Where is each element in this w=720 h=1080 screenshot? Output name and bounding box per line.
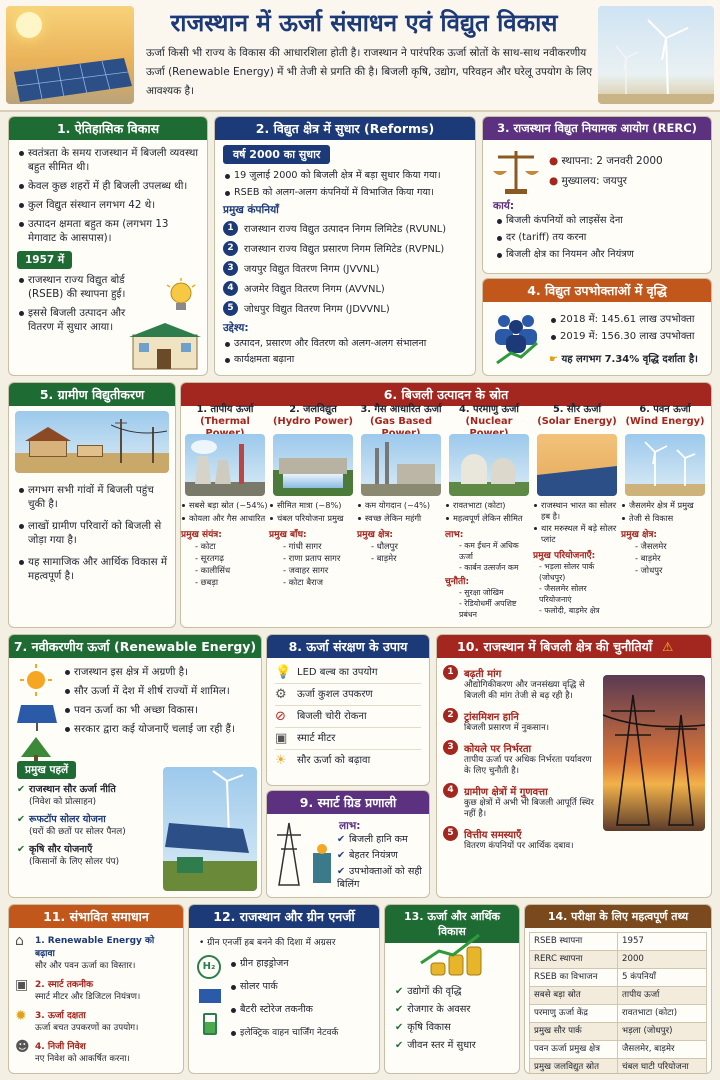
list-item: ✔ रोजगार के अवसर bbox=[395, 1004, 471, 1015]
lead-text: • ग्रीन एनर्जी हब बनने की दिशा में अग्रसर bbox=[199, 938, 336, 948]
list-item: बैटरी स्टोरेज तकनीक bbox=[229, 1003, 377, 1017]
section-title: 2. विद्युत क्षेत्र में सुधार (Reforms) bbox=[215, 117, 475, 140]
source-wind: 6. पवन ऊर्जा (Wind Energy) जैसलमेर क्षेत्र में प्रमुख तेजी से विकास प्रमुख क्षेत्र: - जैसलमेर - बाड़मेर - जोधपुर bbox=[621, 404, 709, 576]
table-row: RSEB का विभाजन 5 कंपनियाँ bbox=[530, 969, 707, 987]
list-item: ✔ राजस्थान सौर ऊर्जा नीति (निवेश को प्रोत्साहन) bbox=[17, 784, 116, 807]
section-challenges bbox=[436, 634, 712, 898]
section-reforms bbox=[214, 116, 476, 376]
list-item: सरकार द्वारा कई योजनाएँ चलाई जा रही हैं। bbox=[63, 722, 257, 736]
list-item: इससे बिजली उत्पादन और वितरण में सुधार आया। bbox=[17, 306, 137, 334]
section-renewable bbox=[8, 634, 262, 898]
list-item: 4 ग्रामीण क्षेत्रों में गुणवत्ता कुछ क्षेत्रों में अभी भी बिजली आपूर्ति स्थिर नहीं है। bbox=[443, 783, 597, 820]
solar-panel-image bbox=[6, 6, 134, 104]
section-title: 10. राजस्थान में बिजली क्षेत्र की चुनौतियाँ ⚠ bbox=[437, 635, 711, 658]
list-item: 2 ट्रांसमिशन हानि बिजली प्रसारण में नुकसान। bbox=[443, 708, 597, 734]
section-title: 6. बिजली उत्पादन के स्रोत bbox=[181, 383, 711, 406]
section-title: 7. नवीकरणीय ऊर्जा (Renewable Energy) bbox=[9, 635, 261, 658]
tower-icon: ⌂ bbox=[15, 933, 24, 949]
list-item: दर (tariff) तय करना bbox=[495, 231, 707, 245]
list-item: ✔ बिजली हानि कम bbox=[337, 834, 408, 845]
sub-heading: वर्ष 2000 का सुधार bbox=[223, 145, 330, 164]
growth-note: ☛ यह लगभग 7.34% वृद्धि दर्शाता है। bbox=[549, 354, 698, 365]
source-nuclear: 4. परमाणु ऊर्जा (Nuclear रावतभाटा (कोटा) महत्वपूर्ण लेकिन सीमित लाभ: - कम ईंधन में अधिक ऊर्जा - कार्बन उत्सर्जन कम चुनौती: - सुरक्षा जोखिम - रेडियोधर्मी अपशिष्ट प्रबंधन bbox=[445, 404, 533, 620]
section-title: 11. संभावित समाधान bbox=[9, 905, 183, 928]
list-item: RSEB को अलग-अलग कंपनियों में विभाजित किया गया। bbox=[223, 186, 467, 200]
list-item: 3 कोयले पर निर्भरता तापीय ऊर्जा पर अधिक निर्भरता पर्यावरण के लिए चुनौती है। bbox=[443, 740, 597, 777]
list-item: चंबल परियोजना प्रमुख bbox=[269, 513, 357, 524]
sub-heading: लाभ: bbox=[445, 530, 464, 540]
source-solar: 5. सौर ऊर्जा (Solar Energy) राजस्थान भारत का सोलर हब है। थार मरुस्थल में बड़े सोलर प्लांट प्रमुख परियोजनाएँ: - भड़ला सोलर पार्क (जोधपुर) - जैसलमेर सोलर परियोजनाएं - फलोदी, बाड़मेर क्षेत्र bbox=[533, 404, 621, 616]
list-item: तेजी से विकास bbox=[621, 513, 709, 524]
list-item: ✔ जीवन स्तर में सुधार bbox=[395, 1040, 476, 1051]
sun-icon bbox=[19, 663, 53, 697]
list-item: ✔ उद्योगों की वृद्धि bbox=[395, 986, 462, 997]
list-item: राजस्थान राज्य विद्युत बोर्ड (RSEB) की स्थापना हुई। bbox=[17, 273, 137, 301]
scale-icon bbox=[493, 145, 539, 195]
list-item: ⚙ ऊर्जा कुशल उपकरण bbox=[275, 684, 421, 706]
table-row: पवन ऊर्जा प्रमुख क्षेत्र जैसलमेर, बाड़मेर bbox=[530, 1041, 707, 1059]
gas-plant-image bbox=[361, 434, 441, 496]
solar-panel-icon bbox=[17, 701, 57, 731]
sub-heading: चुनौती: bbox=[445, 577, 470, 587]
intro-text: ऊर्जा किसी भी राज्य के विकास की आधारशिला होती है। राजस्थान ने पारंपरिक ऊर्जा स्रोतों के साथ-साथ नवीकरणीय ऊर्जा (Renewable Energy) में भी तेजी से प्रगति की है। बिजली कृषि, उद्योग, परिवहन और घरेलू उपयोग के लिए आवश्यक है। bbox=[146, 47, 593, 97]
works-heading: कार्य: bbox=[493, 200, 515, 212]
list-item: सौर ऊर्जा में देश में शीर्ष राज्यों में शामिल। bbox=[63, 684, 257, 698]
warning-icon: ⚠ bbox=[662, 639, 674, 654]
battery-icon bbox=[203, 1013, 217, 1035]
table-row: RSEB स्थापना 1957 bbox=[530, 933, 707, 951]
list-item: सोलर पार्क bbox=[229, 980, 377, 994]
wind-turbine-icon bbox=[598, 6, 714, 104]
nuclear-plant-image bbox=[449, 434, 529, 496]
list-item: उत्पादन क्षमता बहुत कम (लगभग 13 मेगावाट के आसपास)। bbox=[17, 217, 199, 245]
list-item: 💡 LED बल्ब का उपयोग bbox=[275, 662, 421, 684]
tree-icon bbox=[21, 737, 51, 761]
list-item: लगभग सभी गांवों में बिजली पहुंच चुकी है। bbox=[17, 483, 171, 511]
list-item: लाखों ग्रामीण परिवारों को बिजली से जोड़ा गया है। bbox=[17, 519, 171, 547]
section-title: 8. ऊर्जा संरक्षण के उपाय bbox=[267, 635, 429, 658]
sun-icon: ☀ bbox=[275, 753, 287, 768]
section-smart-grid bbox=[266, 790, 430, 898]
table-row: प्रमुख जलविद्युत स्रोत चंबल घाटी परियोजना bbox=[530, 1059, 707, 1075]
section-economic bbox=[384, 904, 520, 1074]
source-gas: 3. गैस आधारित ऊर्जा (Gas Based कम योगदान (~4%) स्वच्छ लेकिन महंगी प्रमुख क्षेत्र: - धौलपुर - बाड़मेर bbox=[357, 404, 445, 564]
list-item: स्वच्छ लेकिन महंगी bbox=[357, 513, 445, 524]
list-item: पवन ऊर्जा का भी अच्छा विकास। bbox=[63, 703, 257, 717]
dam-list: - गांधी सागर - राणा प्रताप सागर - जवाहर सागर - कोटा बैराज bbox=[283, 541, 341, 587]
aims-heading: उद्देश्य: bbox=[223, 322, 249, 334]
section-title: 13. ऊर्जा और आर्थिक विकास bbox=[385, 905, 519, 943]
list-item: महत्वपूर्ण लेकिन सीमित bbox=[445, 513, 533, 524]
list-item: 5 जोधपुर विद्युत वितरण निगम (JDVVNL) bbox=[223, 301, 467, 316]
power-tower-sunset-image bbox=[603, 675, 705, 831]
list-item: इलेक्ट्रिक वाहन चार्जिंग नेटवर्क bbox=[229, 1026, 377, 1040]
tower-icon bbox=[273, 819, 335, 891]
section-rural bbox=[8, 382, 176, 628]
no-entry-icon: ⊘ bbox=[275, 708, 286, 724]
coins-icon bbox=[419, 933, 487, 977]
section-conservation bbox=[266, 634, 430, 786]
companies-heading: प्रमुख कंपनियाँ bbox=[223, 204, 279, 216]
list-item: 19 जुलाई 2000 को बिजली क्षेत्र में बड़ा सुधार किया गया। bbox=[223, 169, 467, 183]
list-item: 2018 में: 145.61 लाख उपभोक्ता bbox=[549, 313, 709, 327]
list-item: बिजली कंपनियों को लाइसेंस देना bbox=[495, 214, 707, 228]
list-item: ग्रीन हाइड्रोजन bbox=[229, 957, 377, 971]
section-title: 3. राजस्थान विद्युत नियामक आयोग (RERC) bbox=[483, 117, 711, 140]
table-row: RERC स्थापना 2000 bbox=[530, 951, 707, 969]
header bbox=[0, 0, 720, 112]
list-item: स्वतंत्रता के समय राजस्थान में बिजली व्यवस्था बहुत सीमित थी। bbox=[17, 146, 199, 174]
section-consumers bbox=[482, 278, 712, 376]
benefit-list: - कम ईंधन में अधिक ऊर्जा - कार्बन उत्सर्जन कम bbox=[459, 541, 519, 572]
year-badge: 1957 में bbox=[17, 251, 72, 269]
section-title: 1. ऐतिहासिक विकास bbox=[9, 117, 207, 140]
sub-heading: प्रमुख क्षेत्र: bbox=[357, 530, 394, 540]
list-item: ▣ 2. स्मार्ट तकनीक स्मार्ट मीटर और डिजिटल नियंत्रण। bbox=[15, 977, 141, 1002]
building-icon bbox=[127, 321, 203, 371]
list-item: कुल विद्युत संस्थान लगभग 42 थे। bbox=[17, 198, 199, 212]
meter-icon: ▣ bbox=[15, 977, 29, 993]
wind-farm-small-image bbox=[625, 434, 705, 496]
list-item: कार्यक्षमता बढ़ाना bbox=[223, 353, 467, 367]
section-title: 9. स्मार्ट ग्रिड प्रणाली bbox=[267, 791, 429, 814]
challenge-list: - सुरक्षा जोखिम - रेडियोधर्मी अपशिष्ट प्रबंधन bbox=[459, 588, 517, 619]
list-item: 4 अजमेर विद्युत वितरण निगम (AVVNL) bbox=[223, 281, 467, 296]
solar-farm-image bbox=[537, 434, 617, 496]
list-item: 1 बढ़ती मांग औद्योगिकीकरण और जनसंख्या वृद्धि से बिजली की मांग तेजी से बढ़ रही है। bbox=[443, 665, 597, 702]
headquarters: ● मुख्यालय: जयपुर bbox=[549, 175, 627, 187]
led-icon: 💡 bbox=[275, 664, 292, 680]
table-row: प्रमुख सौर पार्क भड़ला (जोधपुर) bbox=[530, 1023, 707, 1041]
table-row: सबसे बड़ा स्रोत तापीय ऊर्जा bbox=[530, 987, 707, 1005]
bulb-icon bbox=[161, 277, 201, 317]
project-list: - भड़ला सोलर पार्क (जोधपुर) - जैसलमेर सोलर परियोजनाएं - फलोदी, बाड़मेर क्षेत्र bbox=[539, 562, 600, 615]
section-title: 5. ग्रामीण विद्युतीकरण bbox=[9, 383, 175, 406]
section-rerc bbox=[482, 116, 712, 274]
list-item: राजस्थान इस क्षेत्र में अग्रणी है। bbox=[63, 665, 257, 679]
initiatives-badge: प्रमुख पहलें bbox=[17, 761, 76, 779]
facts-table bbox=[529, 932, 707, 1074]
village-image bbox=[15, 411, 169, 473]
list-item: रावतभाटा (कोटा) bbox=[445, 500, 533, 511]
section-title: 14. परीक्षा के लिए महत्वपूर्ण तथ्य bbox=[525, 905, 711, 928]
list-item: 1 राजस्थान राज्य विद्युत उत्पादन निगम लिमिटेड (RVUNL) bbox=[223, 221, 467, 236]
list-item: केवल कुछ शहरों में ही बिजली उपलब्ध थी। bbox=[17, 179, 199, 193]
list-item: 2019 में: 156.30 लाख उपभोक्ता bbox=[549, 330, 709, 344]
thermal-plant-image bbox=[185, 434, 265, 496]
section-exam-facts bbox=[524, 904, 712, 1074]
list-item: राजस्थान भारत का सोलर हब है। bbox=[533, 500, 621, 521]
sub-heading: प्रमुख बाँध: bbox=[269, 530, 307, 540]
list-item: ⊘ बिजली चोरी रोकना bbox=[275, 706, 421, 728]
list-item: ✔ कृषि विकास bbox=[395, 1022, 451, 1033]
list-item: कोयला और गैस आधारित bbox=[181, 513, 269, 524]
list-item: ✔ रूफटॉप सोलर योजना (घरों की छतों पर सोलर पैनल) bbox=[17, 814, 126, 837]
area-list: - जैसलमेर - बाड़मेर - जोधपुर bbox=[635, 541, 667, 575]
solar-pump-image bbox=[163, 767, 257, 891]
solar-panel-icon bbox=[6, 6, 134, 104]
plant-list: - कोटा - सूरतगढ़ - कालीसिंध - छबड़ा bbox=[195, 541, 231, 587]
list-item: 2 राजस्थान राज्य विद्युत प्रसारण निगम लिमिटेड (RVPNL) bbox=[223, 241, 467, 256]
section-solutions bbox=[8, 904, 184, 1074]
sub-heading: प्रमुख क्षेत्र: bbox=[621, 530, 658, 540]
list-item: कम योगदान (~4%) bbox=[357, 500, 445, 511]
list-item: ✔ उपभोक्ताओं को सही बिलिंग bbox=[337, 866, 422, 890]
list-item: उत्पादन, प्रसारण और वितरण को अलग-अलग संभालना bbox=[223, 337, 467, 351]
list-item: ✔ कृषि सौर योजनाएँ (किसानों के लिए सोलर पंप) bbox=[17, 844, 120, 867]
meter-icon: ▣ bbox=[275, 730, 288, 746]
list-item: सीमित मात्रा (~8%) bbox=[269, 500, 357, 511]
bulb-icon: ✹ bbox=[15, 1008, 27, 1024]
dam-image bbox=[273, 434, 353, 496]
solar-panel-icon bbox=[199, 989, 221, 1003]
sub-heading: प्रमुख संयंत्र: bbox=[181, 530, 222, 540]
benefits-heading: लाभ: bbox=[339, 820, 361, 832]
list-item: सबसे बड़ा स्रोत (~54%) bbox=[181, 500, 269, 511]
list-item: यह सामाजिक और आर्थिक विकास में महत्वपूर्ण है। bbox=[17, 555, 171, 583]
sub-heading: प्रमुख परियोजनाएँ: bbox=[533, 551, 596, 561]
list-item: जैसलमेर क्षेत्र में प्रमुख bbox=[621, 500, 709, 511]
hydrogen-icon: H₂ bbox=[197, 955, 221, 979]
section-title: 4. विद्युत उपभोक्ताओं में वृद्धि bbox=[483, 279, 711, 302]
wind-farm-image bbox=[598, 6, 714, 104]
section-green-energy bbox=[188, 904, 380, 1074]
page-title: राजस्थान में ऊर्जा संसाधन एवं विद्युत विकास bbox=[170, 9, 558, 37]
list-item: बिजली क्षेत्र का नियमन और नियंत्रण bbox=[495, 248, 707, 262]
section-historical bbox=[8, 116, 208, 376]
area-list: - धौलपुर - बाड़मेर bbox=[371, 541, 398, 563]
list-item: ▣ स्मार्ट मीटर bbox=[275, 728, 421, 750]
list-item: 5 वित्तीय समस्याएँ वितरण कंपनियों पर आर्थिक दबाव। bbox=[443, 826, 597, 852]
est-date: ● स्थापना: 2 जनवरी 2000 bbox=[549, 155, 663, 167]
section-title: 12. राजस्थान और ग्रीन एनर्जी bbox=[189, 905, 379, 928]
list-item: थार मरुस्थल में बड़े सोलर प्लांट bbox=[533, 523, 621, 544]
person-icon: ☻ bbox=[15, 1039, 30, 1055]
list-item: 3 जयपुर विद्युत वितरण निगम (JVVNL) bbox=[223, 261, 467, 276]
list-item: ⌂ 1. Renewable Energy को बढ़ावा सौर और पवन ऊर्जा का विस्तार। bbox=[15, 933, 155, 971]
people-icon bbox=[491, 309, 541, 365]
list-item: ☀ सौर ऊर्जा को बढ़ावा bbox=[275, 753, 371, 768]
list-item: ☻ 4. निजी निवेश नए निवेश को आकर्षित करना। bbox=[15, 1039, 130, 1064]
source-thermal: 1. तापीय ऊर्जा (Thermal सबसे बड़ा स्रोत (~54%) कोयला और गैस आधारित प्रमुख संयंत्र: - कोटा - सूरतगढ़ - कालीसिंध - छबड़ा bbox=[181, 404, 268, 587]
source-hydro: 2. जलविद्युत (Hydro Power) सीमित मात्रा (~8%) चंबल परियोजना प्रमुख प्रमुख बाँध: - गांधी सागर - राणा प्रताप सागर - जवाहर सागर - कोटा बैराज bbox=[269, 404, 357, 588]
list-item: ✔ बेहतर नियंत्रण bbox=[337, 850, 398, 861]
table-row: परमाणु ऊर्जा केंद्र रावतभाटा (कोटा) bbox=[530, 1005, 707, 1023]
list-item: ✹ 3. ऊर्जा दक्षता ऊर्जा बचत उपकरणों का उपयोग। bbox=[15, 1008, 139, 1033]
gear-icon: ⚙ bbox=[275, 686, 287, 702]
